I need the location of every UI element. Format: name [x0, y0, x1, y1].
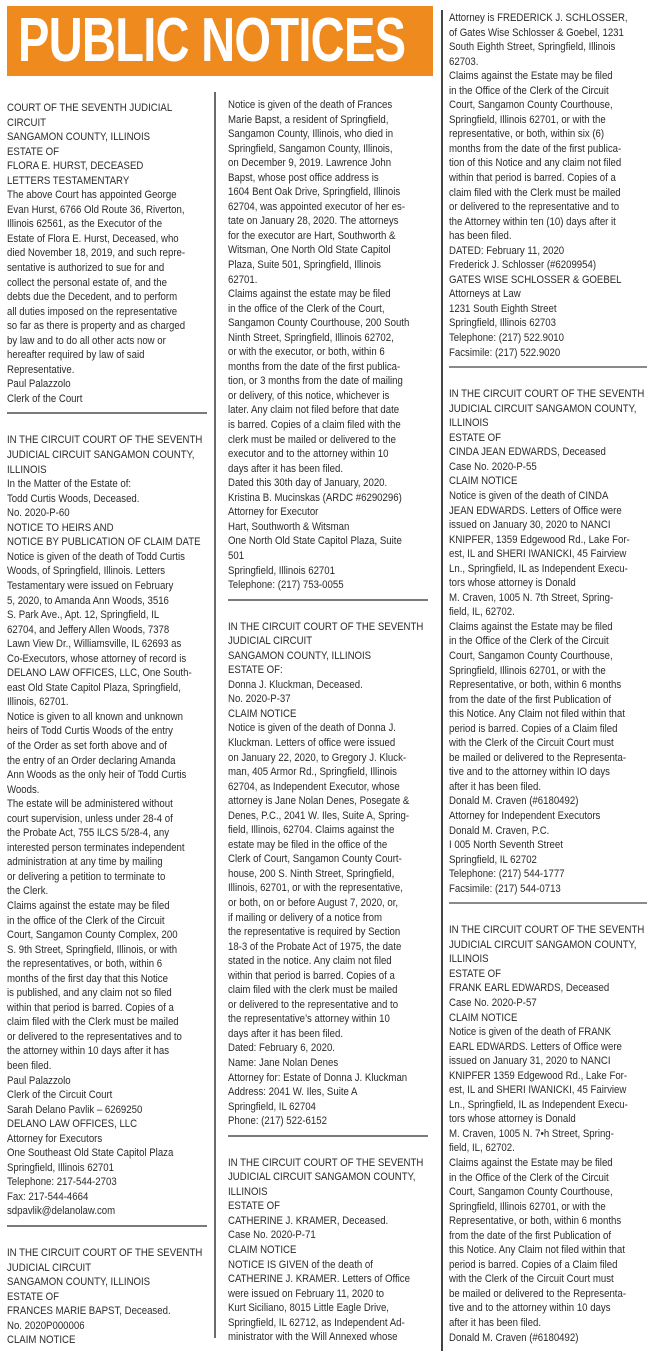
notice-line: Phone: (217) 522-6152: [228, 1115, 327, 1128]
notice-line: so far as there is property and as charged: [7, 320, 186, 333]
notice-line: One North Old State Capitol Plaza, Suite: [228, 535, 402, 548]
notice-line: were issued on February 11, 2020 to: [228, 1287, 384, 1300]
notice-line: Ln., Springfield, IL as Independent Execu-: [449, 562, 628, 575]
notice-line: KNIPFER, 1359 Edgewood Rd., Lake For-: [449, 533, 630, 546]
notice-separator: [7, 1225, 207, 1227]
notice-line: Dated this 30th day of January, 2020.: [228, 477, 388, 490]
notice-line: the Clerk.: [7, 885, 49, 898]
notice-line: Attorney for Independent Executors: [449, 809, 601, 822]
notice-line: Case No. 2020-P-55: [449, 460, 537, 473]
notice-line: Co-Executors, whose attorney of record is: [7, 652, 187, 665]
notice-line: been filed.: [7, 1060, 52, 1072]
notice-line: in the Office of the Clerk of the Circuit: [449, 1171, 609, 1184]
notice-line: 1231 South Eighth Street: [449, 302, 557, 315]
notice-separator: [449, 902, 647, 904]
legal-notice: [449, 387, 647, 896]
notice-line: SANGAMON COUNTY, ILLINOIS: [7, 131, 151, 144]
notice-line: Marie Bapst, a resident of Springfield,: [228, 113, 389, 126]
notice-line: Claims against the Estate may be filed: [449, 620, 613, 633]
notice-line: tion, or 3 months from the date of mailing: [228, 375, 403, 388]
notice-line: the attorney within 10 days after it has: [7, 1045, 170, 1058]
notice-line: if mailing or delivery of a notice from: [228, 911, 383, 924]
notice-line: executor and to the attorney within 10: [228, 448, 389, 461]
notice-line: Claims against the estate may be filed: [7, 899, 170, 912]
notice-line: Attorneys at Law: [449, 288, 521, 301]
notice-line: the entry of an Order declaring Amanda: [7, 754, 176, 767]
notice-line: ILLINOIS: [449, 953, 489, 966]
notice-line: Case No. 2020-P-71: [228, 1229, 316, 1242]
notice-line: died November 18, 2019, and such repre-: [7, 247, 186, 260]
notice-line: ILLINOIS: [7, 463, 47, 476]
notice-line: Claims against the estate may be filed: [228, 288, 391, 301]
notice-line: Springfield, Illinois 62701, or with the: [449, 1200, 606, 1213]
legal-notice: [7, 433, 207, 1219]
notice-line: this Notice. Any Claim not filed within that: [449, 1244, 625, 1257]
notice-line: Kluckman. Letters of office were issued: [228, 736, 396, 749]
notice-line: or delivered to the representatives and to: [7, 1030, 182, 1043]
column-2: [228, 98, 428, 1345]
notice-line: No. 2020-P-60: [7, 507, 70, 520]
notice-line: has been filed.: [449, 230, 512, 243]
notice-line: heirs of Todd Curtis Woods of the entry: [7, 725, 173, 738]
notice-line: Sangamon County, Illinois, who died in: [228, 128, 394, 141]
notice-line: the representatives, or both, within 6: [7, 958, 163, 971]
notice-line: 62703.: [449, 55, 479, 68]
notice-line: Ann Woods as the only heir of Todd Curtis: [7, 769, 187, 782]
notice-line: Plaza, Suite 501, Springfield, Illinois: [228, 259, 381, 272]
legal-notice: [7, 101, 207, 406]
notice-line: I 005 North Seventh Street: [449, 839, 563, 852]
notice-line: South Eighth Street, Springfield, Illinois: [449, 41, 616, 54]
notice-line: Representative.: [7, 363, 75, 376]
notice-line: interested person terminates independent: [7, 841, 185, 854]
notice-line: ESTATE OF: [228, 1200, 281, 1213]
notice-line: 62704, as Independent Executor, whose: [228, 780, 400, 793]
notice-line: ESTATE OF:: [228, 664, 283, 677]
notice-line: est, IL and SHERI IWANICKI, 45 Fairview: [449, 548, 627, 561]
notice-line: court supervision, unless under 28-4 of: [7, 812, 173, 825]
notice-line: Court, Sangamon County Courthouse,: [449, 649, 613, 662]
notice-line: Telephone: (217) 522.9010: [449, 332, 565, 345]
notice-line: in the Office of the Clerk of the Circuit: [449, 84, 609, 97]
notice-line: or delivered to the representative and to: [449, 201, 620, 214]
notice-line: Frederick J. Schlosser (#6209954): [449, 259, 597, 272]
notice-line: IN THE CIRCUIT COURT OF THE SEVENTH: [449, 924, 645, 937]
notice-line: Notice is given of the death of Donna J.: [228, 722, 396, 735]
notice-line: Paul Palazzolo: [7, 1074, 71, 1087]
notice-line: Todd Curtis Woods, Deceased.: [7, 492, 140, 505]
notice-line: The above Court has appointed George: [7, 189, 177, 202]
notice-line: the Probate Act, 755 ILCS 5/28-4, any: [7, 827, 170, 840]
notice-line: SANGAMON COUNTY, ILLINOIS: [7, 1276, 151, 1289]
notice-line: collect the personal estate of, and the: [7, 276, 167, 289]
notice-line: M. Craven, 1005 N. 7•h Street, Spring-: [449, 1127, 614, 1140]
notice-line: field, IL, 62702.: [449, 606, 515, 619]
notice-line: Claims against the Estate may be filed: [449, 70, 613, 83]
notice-line: on January 22, 2020, to Gregory J. Kluck-: [228, 751, 407, 764]
notice-line: field, IL, 62702.: [449, 1142, 515, 1155]
notice-line: stated in the notice. Any claim not filed: [228, 955, 392, 968]
notice-line: claim filed with the Clerk must be mailed: [7, 1016, 179, 1029]
notice-line: Springfield, Illinois 62701: [7, 1161, 114, 1174]
notice-line: Illinois, 62701.: [7, 696, 69, 709]
notice-line: Ln., Springfield, IL as Independent Execu-: [449, 1098, 628, 1111]
notice-line: 501: [228, 549, 245, 562]
notice-line: JUDICIAL CIRCUIT SANGAMON COUNTY,: [449, 402, 637, 415]
notice-line: IN THE CIRCUIT COURT OF THE SEVENTH: [228, 620, 424, 633]
notice-line: Springfield, IL 62704: [228, 1100, 316, 1113]
notice-line: after it has been filed.: [449, 780, 542, 793]
notice-line: days after it has been filed.: [228, 1027, 343, 1040]
column-divider: [441, 10, 443, 1351]
notice-line: Springfield, Sangamon County, Illinois,: [228, 142, 393, 155]
notice-line: Facsimile: (217) 544-0713: [449, 882, 561, 895]
notice-line: Springfield, IL 62712, as Independent Ad-: [228, 1316, 405, 1329]
notice-line: field, Illinois, 62704. Claims against the: [228, 824, 395, 837]
notice-line: CLAIM NOTICE: [449, 475, 518, 488]
notice-line: Address: 2041 W. Iles, Suite A: [228, 1086, 358, 1099]
notice-line: No. 2020-P-37: [228, 693, 291, 706]
notice-line: or delivering a petition to terminate to: [7, 870, 166, 883]
notice-line: DELANO LAW OFFICES, LLC: [7, 1118, 138, 1131]
notice-line: JUDICIAL CIRCUIT SANGAMON COUNTY,: [7, 449, 195, 462]
notice-line: the representative’s attorney within 10: [228, 1013, 390, 1026]
notice-line: Name: Jane Nolan Denes: [228, 1057, 339, 1069]
notice-line: ministrator with the Will Annexed whose: [228, 1331, 398, 1344]
notice-line: ESTATE OF: [7, 1290, 60, 1303]
notice-line: in the Office of the Clerk of the Circuit: [449, 635, 609, 648]
notice-line: IN THE CIRCUIT COURT OF THE SEVENTH: [228, 1156, 424, 1169]
notice-line: is barred. Copies of a claim filed with the: [228, 419, 401, 432]
notice-line: hereafter required by law of said: [7, 349, 145, 362]
notice-line: Court, Sangamon County Courthouse,: [449, 1186, 613, 1199]
notice-line: Sarah Delano Pavlik – 6269250: [7, 1103, 143, 1116]
notice-line: JEAN EDWARDS. Letters of Office were: [449, 504, 622, 517]
notice-line: sentative is authorized to sue for and: [7, 262, 165, 275]
notice-separator: [228, 1135, 428, 1137]
notice-line: Kurt Siciliano, 8015 Little Eagle Drive,: [228, 1302, 389, 1315]
notice-line: JUDICIAL CIRCUIT: [7, 1261, 92, 1274]
notice-line: S. 9th Street, Springfield, Illinois, or with: [7, 943, 178, 956]
notice-line: 62701.: [228, 273, 258, 286]
notice-line: Hart, Southworth & Witsman: [228, 520, 350, 533]
notice-line: on December 9, 2019. Lawrence John: [228, 157, 392, 170]
notice-line: The estate will be administered without: [7, 798, 173, 811]
notice-line: 5, 2020, to Amanda Ann Woods, 3516: [7, 594, 169, 607]
page-title: PUBLIC NOTICES: [18, 6, 406, 75]
notice-line: CLAIM NOTICE: [228, 707, 297, 720]
notice-line: tive and to the attorney within 10 days: [449, 1302, 611, 1315]
notice-line: Witsman, One North Old State Capitol: [228, 244, 391, 257]
notice-line: Springfield, Illinois 62703: [449, 317, 556, 330]
notice-line: Paul Palazzolo: [7, 378, 71, 391]
notice-line: Notice is given of the death of Frances: [228, 99, 393, 111]
notice-line: Bapst, whose post office address is: [228, 171, 379, 184]
notice-line: One Southeast Old State Capitol Plaza: [7, 1147, 174, 1160]
notice-line: later. Any claim not filed before that date: [228, 404, 400, 417]
notice-line: CATHERINE J. KRAMER. Letters of Office: [228, 1273, 410, 1286]
notice-line: FRANK EARL EDWARDS, Deceased: [449, 982, 610, 995]
notice-line: Court, Sangamon County Courthouse,: [449, 99, 613, 112]
notice-line: with the Clerk of the Circuit Court must: [449, 1273, 614, 1286]
notice-line: Attorney for Executors: [7, 1132, 103, 1145]
notice-line: or with the executor, or both, within 6: [228, 346, 385, 359]
column-3: [449, 11, 647, 1345]
notice-line: DELANO LAW OFFICES, LLC, One South-: [7, 667, 192, 680]
notice-line: after it has been filed.: [449, 1317, 542, 1330]
notice-line: Telephone: (217) 753-0055: [228, 579, 344, 592]
notice-line: days after it has been filed.: [228, 462, 343, 475]
notice-line: 18-3 of the Probate Act of 1975, the date: [228, 940, 402, 953]
notice-line: Lawn View Dr., Williamsville, IL 62693 as: [7, 638, 182, 651]
notice-line: period is barred. Copies of a Claim filed: [449, 1258, 618, 1271]
notice-line: Clerk of the Circuit Court: [7, 1089, 113, 1102]
notice-line: Notice is given of the death of Todd Curtis: [7, 550, 185, 563]
notice-line: KNIPFER 1359 Edgewood Rd., Lake For-: [449, 1069, 628, 1082]
notice-line: clerk must be mailed or delivered to the: [228, 433, 396, 446]
notice-line: east Old State Capitol Plaza, Springfield,: [7, 681, 181, 694]
notice-line: S. Park Ave., Apt. 12, Springfield, IL: [7, 609, 160, 622]
notice-line: Attorney for Executor: [228, 506, 319, 519]
notice-line: CLAIM NOTICE: [7, 1334, 76, 1347]
notice-line: Claims against the Estate may be filed: [449, 1157, 613, 1170]
notice-line: be mailed or delivered to the Representa-: [449, 1287, 627, 1300]
legal-notice: [228, 620, 428, 1129]
notice-line: SANGAMON COUNTY, ILLINOIS: [228, 649, 372, 662]
notice-line: Attorney is FREDERICK J. SCHLOSSER,: [449, 12, 628, 24]
notice-line: is published, and any claim not so filed: [7, 987, 172, 1000]
notice-line: M. Craven, 1005 N. 7th Street, Spring-: [449, 591, 614, 604]
notice-line: within that period is barred. Copies of a: [449, 172, 616, 185]
notice-line: in the office of the Clerk of the Court,: [228, 302, 385, 315]
notice-line: ESTATE OF: [449, 967, 502, 980]
notice-line: from the date of the first Publication of: [449, 1229, 612, 1242]
notice-line: Clerk of the Court: [7, 392, 83, 405]
notice-line: tate on January 28, 2020. The attorneys: [228, 215, 399, 228]
notice-line: or both, on or before August 7, 2020, or,: [228, 896, 399, 909]
notice-line: the representative is required by Section: [228, 926, 401, 939]
notice-separator: [7, 412, 207, 414]
notice-line: IN THE CIRCUIT COURT OF THE SEVENTH: [7, 434, 203, 447]
legal-notice: [7, 1246, 207, 1348]
notice-line: tive and to the attorney within IO days: [449, 766, 610, 779]
notice-line: CIRCUIT: [7, 116, 47, 129]
notice-line: Telephone: 217-544-2703: [7, 1176, 117, 1189]
notice-line: Notice is given to all known and unknown: [7, 710, 183, 723]
notice-line: the Attorney within ten (10) days after it: [449, 215, 616, 228]
notice-line: NOTICE BY PUBLICATION OF CLAIM DATE: [7, 536, 201, 549]
notice-line: Donald M. Craven (#6180492): [449, 1331, 579, 1344]
notice-line: months from the date of the first publica-: [449, 142, 622, 155]
notice-line: by law and to do all other acts now or: [7, 334, 166, 347]
notice-line: Notice is given of the death of CINDA: [449, 489, 609, 502]
notice-line: 62704, and Jeffery Allen Woods, 7378: [7, 623, 170, 636]
notice-line: ESTATE OF: [449, 431, 502, 444]
notice-line: period is barred. Copies of a Claim filed: [449, 722, 618, 735]
notice-line: or delivery, of this notice, whichever is: [228, 389, 390, 402]
notice-line: Sangamon County Courthouse, 200 South: [228, 317, 410, 330]
notice-line: months of the first day that this Notice: [7, 972, 168, 985]
notice-line: In the Matter of the Estate of:: [7, 478, 132, 491]
notice-line: CATHERINE J. KRAMER, Deceased.: [228, 1214, 389, 1227]
notice-separator: [449, 366, 647, 368]
notice-line: all duties imposed on the representative: [7, 305, 178, 318]
notice-line: issued on January 30, 2020 to NANCI: [449, 519, 611, 532]
notice-line: Testamentary were issued on February: [7, 579, 174, 592]
notice-line: for the executor are Hart, Southworth &: [228, 229, 396, 242]
notice-line: IN THE CIRCUIT COURT OF THE SEVENTH: [449, 388, 645, 401]
notice-line: DATED: February 11, 2020: [449, 244, 565, 257]
legal-notice: [449, 11, 647, 360]
notice-line: Attorney for: Estate of Donna J. Kluckman: [228, 1071, 408, 1084]
notice-line: Woods, of Springfield, Illinois. Letters: [7, 565, 166, 578]
notice-line: COURT OF THE SEVENTH JUDICIAL: [7, 102, 173, 114]
notice-line: JUDICIAL CIRCUIT SANGAMON COUNTY,: [228, 1171, 416, 1184]
notice-line: Denes, P.C., 2041 W. Iles, Suite A, Spring-: [228, 809, 410, 822]
notice-line: EARL EDWARDS. Letters of Office were: [449, 1040, 622, 1053]
notice-line: Telephone: (217) 544-1777: [449, 868, 565, 881]
notice-line: est, IL and SHERI IWANICKI, 45 Fairview: [449, 1084, 627, 1097]
notice-line: estate may be filed in the office of the: [228, 838, 388, 851]
notice-line: CLAIM NOTICE: [449, 1011, 518, 1024]
notice-line: debts due the Decedent, and to perform: [7, 291, 178, 304]
notice-line: claim filed with the clerk must be mailed: [228, 984, 398, 997]
legal-notice: [228, 98, 428, 593]
notice-line: in the office of the Clerk of the Circuit: [7, 914, 165, 927]
notice-line: tors whose attorney is Donald: [449, 577, 576, 590]
notice-line: Springfield, Illinois 62701, or with the: [449, 113, 606, 126]
public-notices-banner: [7, 6, 433, 76]
notice-line: ILLINOIS: [228, 1185, 268, 1198]
notice-line: within that period is barred. Copies of a: [228, 969, 395, 982]
notice-line: ILLINOIS: [449, 417, 489, 430]
notice-line: 62704, was appointed executor of her es-: [228, 200, 406, 213]
notice-line: sdpavlik@delanolaw.com: [7, 1205, 116, 1218]
notice-line: Kristina B. Mucinskas (ARDC #6290296): [228, 491, 402, 504]
notice-line: man, 405 Armor Rd., Springfield, Illinois: [228, 766, 397, 779]
legal-notice: [449, 923, 647, 1345]
column-divider: [214, 92, 216, 1338]
notice-line: Donald M. Craven, P.C.: [449, 824, 550, 837]
notice-line: NOTICE TO HEIRS AND: [7, 521, 114, 534]
notice-line: Ninth Street, Springfield, Illinois 62702,: [228, 331, 394, 344]
notice-line: ESTATE OF: [7, 145, 60, 158]
notice-line: Donna J. Kluckman, Deceased.: [228, 678, 363, 691]
notice-line: Estate of Flora E. Hurst, Deceased, who: [7, 232, 179, 245]
notice-line: this Notice. Any Claim not filed within that: [449, 708, 625, 721]
notice-line: Donald M. Craven (#6180492): [449, 795, 579, 808]
notice-line: of the Order as set forth above and of: [7, 739, 167, 752]
notice-line: within that period is barred. Copies of a: [7, 1001, 174, 1014]
notice-line: Evan Hurst, 6766 Old Route 36, Riverton,: [7, 203, 185, 216]
legal-notice: [228, 1156, 428, 1345]
notice-line: Fax: 217-544-4664: [7, 1190, 89, 1203]
notice-line: Springfield, IL 62702: [449, 853, 537, 866]
notice-line: Woods.: [7, 783, 40, 796]
notice-line: Representative, or both, within 6 months: [449, 1215, 622, 1228]
notice-line: JUDICIAL CIRCUIT SANGAMON COUNTY,: [449, 938, 637, 951]
notice-line: Clerk of Court, Sangamon County Court-: [228, 853, 402, 866]
notice-line: administration at any time by mailing: [7, 856, 163, 869]
notice-line: CINDA JEAN EDWARDS, Deceased: [449, 446, 606, 459]
notice-line: or delivered to the representative and to: [228, 998, 399, 1011]
notice-line: 1604 Bent Oak Drive, Springfield, Illinois: [228, 186, 401, 199]
notice-line: with the Clerk of the Circuit Court must: [449, 737, 614, 750]
notice-line: Facsimile: (217) 522.9020: [449, 346, 561, 359]
notice-line: Notice is given of the death of FRANK: [449, 1026, 612, 1039]
notice-line: house, 200 S. Ninth Street, Springfield,: [228, 867, 395, 880]
notice-line: Dated: February 6, 2020.: [228, 1042, 335, 1055]
notice-line: claim filed with the Clerk must be mailed: [449, 186, 621, 199]
notice-line: months from the date of the first publica-: [228, 360, 401, 373]
notice-line: GATES WISE SCHLOSSER & GOEBEL: [449, 273, 622, 286]
notice-line: Court, Sangamon County Complex, 200: [7, 929, 178, 942]
notice-line: IN THE CIRCUIT COURT OF THE SEVENTH: [7, 1247, 203, 1260]
notice-separator: [228, 599, 428, 601]
notice-line: FRANCES MARIE BAPST, Deceased.: [7, 1305, 171, 1318]
notice-line: Illinois, 62701, or with the representative,: [228, 882, 403, 895]
notice-line: Springfield, Illinois 62701: [228, 564, 335, 577]
notice-line: tors whose attorney is Donald: [449, 1113, 576, 1126]
column-1: [7, 101, 207, 1348]
notice-line: Case No. 2020-P-57: [449, 997, 537, 1009]
notice-line: be mailed or delivered to the Representa-: [449, 751, 627, 764]
notice-line: JUDICIAL CIRCUIT: [228, 635, 313, 648]
notice-line: from the date of the first Publication of: [449, 693, 612, 706]
notice-line: tion of this Notice and any claim not filed: [449, 157, 622, 170]
notice-line: CLAIM NOTICE: [228, 1244, 297, 1257]
notice-line: No. 2020P000006: [7, 1319, 85, 1332]
notice-line: attorney is Jane Nolan Denes, Posegate &: [228, 795, 410, 808]
notice-line: NOTICE IS GIVEN of the death of: [228, 1258, 373, 1271]
notice-line: of Gates Wise Schlosser & Goebel, 1231: [449, 26, 624, 39]
notice-line: Illinois 62561, as the Executor of the: [7, 218, 163, 231]
notice-line: LETTERS TESTAMENTARY: [7, 174, 130, 187]
notice-line: FLORA E. HURST, DECEASED: [7, 160, 144, 173]
notice-line: Springfield, Illinois 62701, or with the: [449, 664, 606, 677]
notice-line: issued on January 31, 2020 to NANCI: [449, 1055, 611, 1068]
notice-line: Representative, or both, within 6 months: [449, 679, 622, 692]
notice-line: representative, or both, within six (6): [449, 128, 605, 141]
